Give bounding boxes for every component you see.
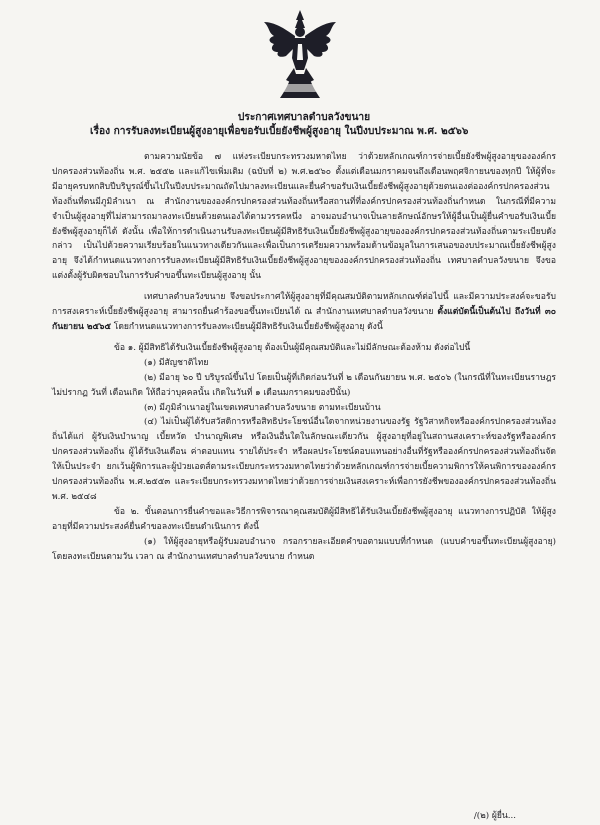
announcement-title: ประกาศเทศบาลตำบลวังขนาย xyxy=(237,111,371,123)
document-body xyxy=(52,150,556,564)
page-continuation: /(๒) ผู้ยื่น... xyxy=(473,811,516,821)
clause-2-item-1: (๑) ให้ผู้สูงอายุหรือผู้รับมอบอำนาจ กรอกรายละเอียดคำขอตามแบบที่กำหนด (แบบคำขอขึ้นทะเบียนผู้สูงอายุ) โดยลงทะเบียนตามวัน เวลา ณ สำนักงานเทศบาลตำบลวังขนาย กำหนด xyxy=(52,536,556,562)
invitation-text-b: โดยกำหนดแนวทางการรับลงทะเบียนผู้มีสิทธิรับเงินเบี้ยยังชีพผู้สูงอายุ ดังนี้ xyxy=(113,321,383,332)
clause-2: ข้อ ๒. ขั้นตอนการยื่นคำขอและวิธีการพิจารณาคุณสมบัติผู้มีสิทธิได้รับเงินเบี้ยยังชีพผู้สูงอายุ แนวทางการปฏิบัติ ให้ผู้สูงอายุที่มีความประสงค์ยื่นคำขอลงทะเบียนดำเนินการ ดังนี้ xyxy=(52,506,556,532)
paragraph-preamble: ตามความนัยข้อ ๗ แห่งระเบียบกระทรวงมหาดไทย ว่าด้วยหลักเกณฑ์การจ่ายเบี้ยยังชีพผู้สูงอายุขององค์กรปกครองส่วนท้องถิ่น พ.ศ. ๒๕๕๒ และแก้ไขเพิ่มเติม (ฉบับที่ ๒) พ.ศ.๒๕๖๐ ตั้งแต่เดือนมกราคมจนถึงเดือนพฤศจิกายนของทุกปี ให้ผู้ที่จะมีอายุครบหกสิบปีบริบูรณ์ขึ้นไปในปีงบประมาณถัดไปมาลงทะเบียนและยื่นคำขอรับเงินเบี้ยยังชีพผู้สูงอายุด้วยตนเองต่อองค์กรปกครองส่วนท้องถิ่นที่ตนมีภูมิลำเนา ณ สำนักงานขององค์กรปกครองส่วนท้องถิ่นหรือสถานที่ที่องค์กรปกครองส่วนท้องถิ่นกำหนด ในกรณีที่มีความจำเป็นผู้สูงอายุที่ไม่สามารถมาลงทะเบียนด้วยตนเองได้ตามวรรคหนึ่ง อาจมอบอำนาจเป็นลายลักษณ์อักษรให้ผู้อื่นเป็นผู้ยื่นคำขอรับเงินเบี้ยยังชีพผู้สูงอายุก็ได้ ดังนั้น เพื่อให้การดำเนินงานรับลงทะเบียนผู้มีสิทธิรับเงินเบี้ยยังชีพผู้สูงอายุขององค์กรปกครองส่วนท้องถิ่นตามระเบียบดังกล่าว เป็นไปด้วยความเรียบร้อยในแนวทางเดียวกันและเพื่อเป็นการเตรียมความพร้อมด้านข้อมูลในการเสนอของบประมาณเบี้ยยังชีพผู้สูงอายุ จึงได้กำหนดแนวทางการรับลงทะเบียนผู้มีสิทธิรับเงินเบี้ยยังชีพผู้สูงอายุขององค์กรปกครองส่วนท้องถิ่น เทศบาลตำบลวังขนาย จึงขอแต่งตั้งผู้รับผิดชอบในการรับคำขอขึ้นทะเบียนผู้สูงอายุ นั้น xyxy=(52,152,556,282)
invitation-text-a: เทศบาลตำบลวังขนาย จึงขอประกาศให้ผู้สูงอายุที่มีคุณสมบัติตามหลักเกณฑ์ต่อไปนี้ และมีความประสงค์จะขอรับการสงเคราะห์เบี้ยยังชีพผู้สูงอายุ สามารถยื่นคำร้องขอขึ้นทะเบียนได้ ณ สำนักงานเทศบาลตำบลวังขนาย xyxy=(52,292,556,318)
clause-1: ข้อ ๑. ผู้มีสิทธิได้รับเงินเบี้ยยังชีพผู้สูงอายุ ต้องเป็นผู้มีคุณสมบัติและไม่มีลักษณะต้องห้าม ดังต่อไปนี้ xyxy=(114,342,471,353)
registration-period: ตั้งแต่บัดนี้เป็นต้นไป ถึงวันที่ ๓๐ กันยายน ๒๕๖๕ xyxy=(52,307,556,332)
clause-1-item-4: (๔) ไม่เป็นผู้ได้รับสวัสดิการหรือสิทธิประโยชน์อื่นใดจากหน่วยงานของรัฐ รัฐวิสาหกิจหรือองค์กรปกครองส่วนท้องถิ่นได้แก่ ผู้รับเงินบำนาญ เบี้ยหวัด บำนาญพิเศษ หรือเงินอื่นใดในลักษณะเดียวกัน ผู้สูงอายุที่อยู่ในสถานสงเคราะห์ของรัฐหรือองค์กรปกครองส่วนท้องถิ่น ผู้ได้รับเงินเดือน ค่าตอบแทน รายได้ประจำ หรือผลประโยชน์ตอบแทนอย่างอื่นที่รัฐหรือองค์กรปกครองส่วนท้องถิ่นจัดให้เป็นประจำ ยกเว้นผู้พิการและผู้ป่วยเอดส์ตามระเบียบกระทรวงมหาดไทยว่าด้วยหลักเกณฑ์การจ่ายเบี้ยความพิการให้คนพิการขององค์กรปกครองส่วนท้องถิ่น พ.ศ.๒๕๕๓ และระเบียบกระทรวงมหาดไทยว่าด้วยการจ่ายเงินสงเคราะห์เพื่อการยังชีพขององค์กรปกครองส่วนท้องถิ่น พ.ศ. ๒๕๔๘ xyxy=(52,417,556,502)
document-header xyxy=(52,110,556,138)
clause-1-item-2: (๒) มีอายุ ๖๐ ปี บริบูรณ์ขึ้นไป โดยเป็นผู้ที่เกิดก่อนวันที่ ๒ เดือนกันยายน พ.ศ. ๒๕๐๖ (ในกรณีที่ในทะเบียนราษฎรไม่ปรากฏ วันที่ เดือนเกิด ให้ถือว่าบุคคลนั้น เกิดในวันที่ ๑ เดือนมกราคมของปีนั้น) xyxy=(52,372,556,398)
announcement-subject: เรื่อง การรับลงทะเบียนผู้สูงอายุเพื่อขอรับเบี้ยยังชีพผู้สูงอายุ ในปีงบประมาณ พ.ศ. ๒๕๖๖ xyxy=(90,125,469,137)
paragraph-invitation xyxy=(52,290,556,335)
clause-1-item-1: (๑) มีสัญชาติไทย xyxy=(144,357,209,368)
clause-1-item-3: (๓) มีภูมิลำเนาอยู่ในเขตเทศบาลตำบลวังขนาย ตามทะเบียนบ้าน xyxy=(144,402,381,413)
garuda-emblem-icon xyxy=(262,8,338,104)
